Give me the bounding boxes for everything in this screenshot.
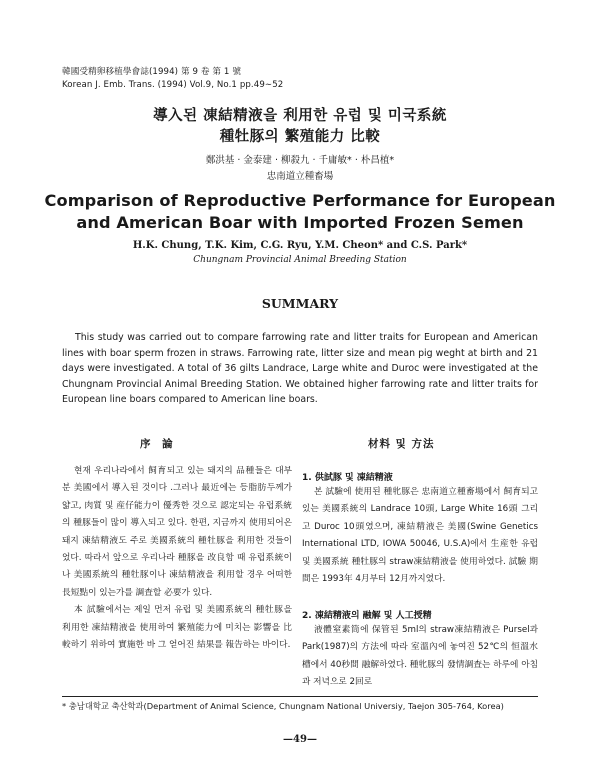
english-affiliation: Chungnam Provincial Animal Breeding Station bbox=[193, 255, 407, 265]
korean-title-line-2: 種牡豚의 繁殖能力 比較 bbox=[219, 129, 381, 145]
english-authors: H.K. Chung, T.K. Kim, C.G. Ryu, Y.M. Cheon* and C.S. Park* bbox=[132, 240, 468, 251]
summary-abstract bbox=[62, 330, 538, 408]
korean-authors: 鄭洪基 · 金泰建 · 柳殺九 · 千庸敏* · 朴昌植* bbox=[205, 155, 395, 166]
journal-name-english: Korean J. Emb. Trans. (1994) Vol.9, No.1 pp.49∼52 bbox=[62, 80, 284, 90]
methods-subheading-2: 2. 凍結精液의 融解 및 人工授精 bbox=[302, 611, 432, 621]
page-number: —49— bbox=[283, 734, 317, 745]
journal-name-korean: 韓國受精卵移植學會誌(1994) 第 9 卷 第 1 號 bbox=[62, 67, 242, 77]
methods-subheading-1: 1. 供試豚 및 凍結精液 bbox=[302, 473, 393, 483]
footnote: * 충남대학교 축산학과(Department of Animal Science, Chungnam National Universiy, Taejon 305-764, Korea) bbox=[62, 701, 504, 711]
methods-paragraph-1: 본 試驗에 使用된 種牝豚은 忠南道立種畜場에서 飼育되고 있는 美國系統의 Landrace 10頭, Large White 16頭 그리고 Duroc 10頭였으며, 凍結精液은 美國(Swine Genetics International LTD, IOWA 50046, U.S.A)에서 生産한 유럽 및 美國系統 種牡豚의 straw凍結精液을 使用하였다. 試驗 期間은 1993年 4月부터 12月까지였다. bbox=[302, 487, 538, 585]
methods-heading: 材料 및 方法 bbox=[368, 438, 435, 450]
english-title-line-2: and American Boar with Imported Frozen Semen bbox=[76, 213, 524, 232]
introduction-paragraph-2: 本 試驗에서는 제일 먼저 유럽 및 美國系統의 種牡豚을 利用한 凍結精液을 使用하여 繁殖能力에 미치는 影響을 比較하기 위하여 實施한 바 그 얻어진 結果를 報告하는 바이다. bbox=[62, 605, 292, 651]
introduction-column bbox=[62, 463, 292, 654]
methods-paragraph-2: 液體窒素筒에 保管된 5ml의 straw凍結精液은 Pursel과 Park(1987)의 方法에 따라 室溫內에 놓여진 52℃의 恒溫水槽에서 40秒間 融解하였다. 種牝豚의 發情調査는 하루에 아침과 저녁으로 2回로 bbox=[302, 625, 538, 688]
methods-column-part-1 bbox=[302, 484, 538, 588]
methods-column-part-2 bbox=[302, 622, 538, 692]
summary-heading: SUMMARY bbox=[261, 296, 339, 311]
summary-text: This study was carried out to compare farrowing rate and litter traits for European and American lines with boar sperm frozen in straws. Farrowing rate, litter size and mean pig weght at birth and 21 days were investigated. A total of 36 gilts Landrace, Large white and Duroc were investigated at the Chungnam Provincial Animal Breeding Station. We obtained higher farrowing rate and litter traits for European line boars compared to American line boars. bbox=[62, 332, 538, 406]
footnote-divider bbox=[62, 696, 538, 697]
korean-affiliation: 忠南道立種畜場 bbox=[266, 171, 334, 182]
journal-header bbox=[62, 66, 283, 92]
english-title-line-1: Comparison of Reproductive Performance for European bbox=[44, 191, 556, 210]
introduction-heading: 序 論 bbox=[140, 438, 177, 450]
introduction-paragraph-1: 현재 우리나라에서 飼育되고 있는 돼지의 品種들은 대부분 美國에서 導入된 것이다 .그러나 最近에는 등脂肪두께가 얇고, 肉質 및 産仔能力이 優秀한 것으로 認定되는 유럽系統의 種豚들이 많이 導入되고 있다. 한편, 지금까지 使用되어온 돼지 凍結精液도 주로 美國系統의 種牡豚을 利用한 것들이었다. 따라서 앞으로 우리나라 種豚을 改良함 때 유럽系統이나 美國系統의 種牡豚이나 凍結精液을 利用할 경우 어떠한 長短點이 있는가를 調査할 必要가 있다. bbox=[62, 466, 292, 598]
korean-title-line-1: 導入된 凍結精液을 利用한 유럽 및 미국系統 bbox=[153, 108, 447, 124]
